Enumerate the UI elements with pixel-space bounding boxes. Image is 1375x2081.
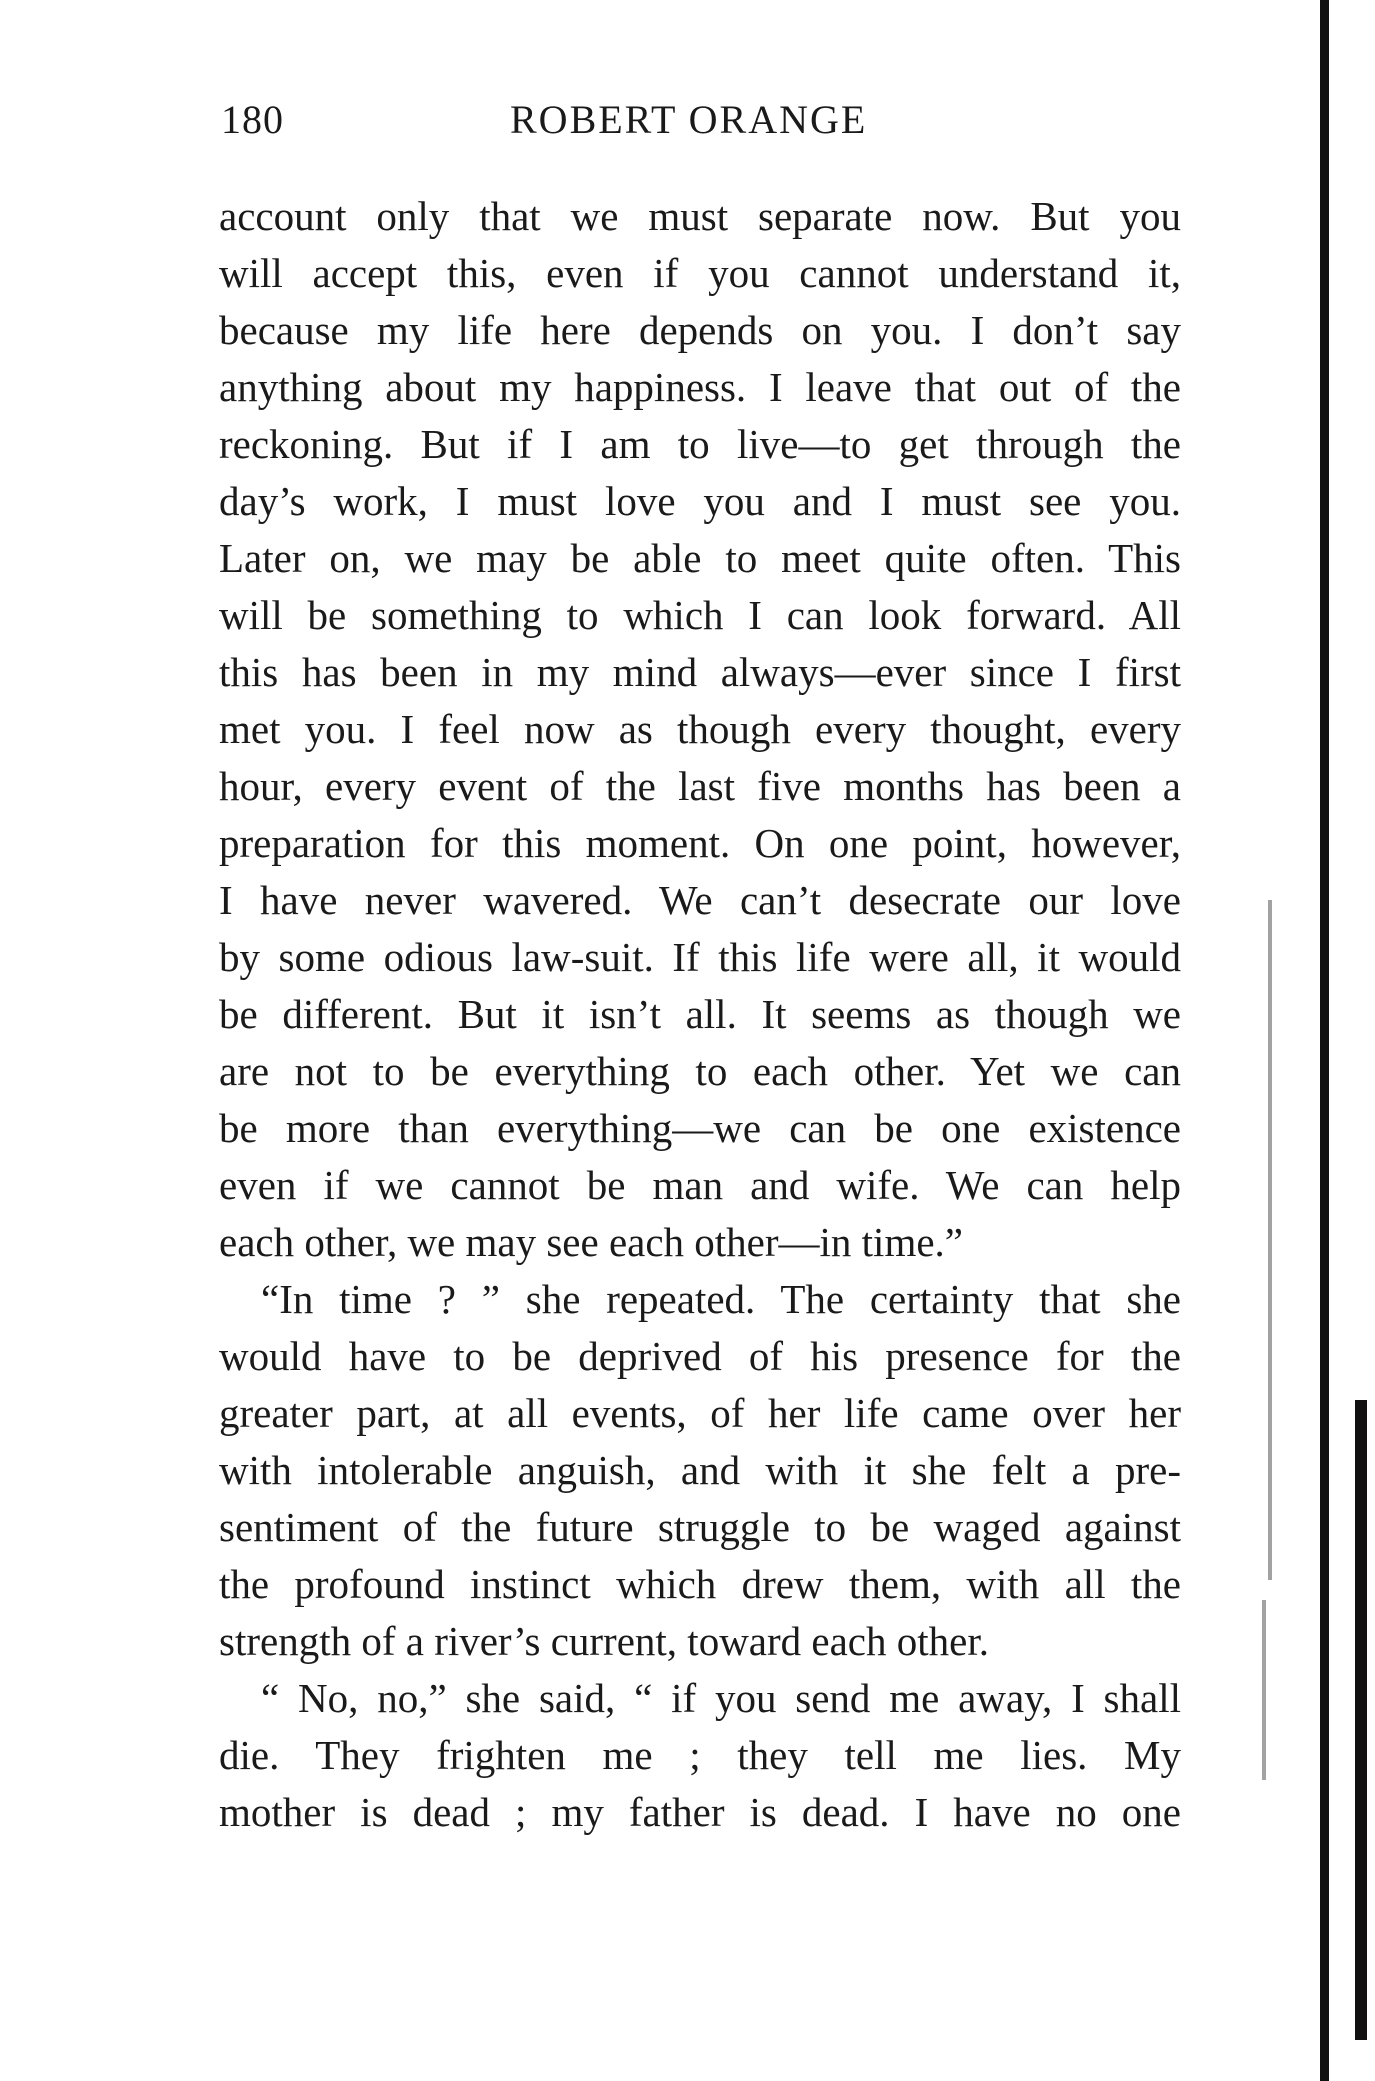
body-text [219,188,1181,1841]
paragraph-first-line: “ No, no,” she said, “ if you send me away, I shall [261,1675,1181,1721]
binding-edge-shadow-lower [1355,1400,1367,2040]
text-line: the profound instinct which drew them, with all the [219,1561,1181,1607]
text-line: sentiment of the future struggle to be waged against [219,1504,1181,1550]
text-line: met you. I feel now as though every thought, every [219,706,1181,752]
text-line: hour, every event of the last five months has been a [219,763,1181,809]
text-line: I have never wavered. We can’t desecrate our love [219,877,1181,923]
binding-edge-shadow [1320,0,1329,2081]
page-header [221,96,1181,156]
running-title: ROBERT ORANGE [510,97,868,142]
text-line: be different. But it isn’t all. It seems as though we [219,991,1181,1037]
text-line: will be something to which I can look forward. All [219,592,1181,638]
text-line: this has been in my mind always—ever since I first [219,649,1181,695]
scan-speckle [1268,900,1272,1580]
text-line: account only that we must separate now. But you [219,193,1181,239]
text-line: greater part, at all events, of her life came over her [219,1390,1181,1436]
text-line: reckoning. But if I am to live—to get through the [219,421,1181,467]
text-line: die. They frighten me ; they tell me lies. My [219,1732,1181,1778]
text-line: with intolerable anguish, and with it she felt a pre- [219,1447,1181,1493]
text-line: each other, we may see each other—in time.” [219,1219,963,1265]
text-line: will accept this, even if you cannot understand it, [219,250,1181,296]
text-line: are not to be everything to each other. Yet we can [219,1048,1181,1094]
text-line: preparation for this moment. On one point, however, [219,820,1181,866]
text-line: by some odious law-suit. If this life were all, it would [219,934,1181,980]
text-line: day’s work, I must love you and I must see you. [219,478,1181,524]
text-line: Later on, we may be able to meet quite often. This [219,535,1181,581]
text-line: even if we cannot be man and wife. We can help [219,1162,1181,1208]
page-number: 180 [221,97,284,142]
text-line: anything about my happiness. I leave that out of the [219,364,1181,410]
paragraph-first-line: “In time ? ” she repeated. The certainty that she [261,1276,1181,1322]
text-line: mother is dead ; my father is dead. I have no one [219,1789,1181,1835]
text-line: would have to be deprived of his presence for the [219,1333,1181,1379]
text-line: strength of a river’s current, toward each other. [219,1618,989,1664]
scan-speckle [1262,1600,1266,1780]
text-line: because my life here depends on you. I don’t say [219,307,1181,353]
text-line: be more than everything—we can be one existence [219,1105,1181,1151]
